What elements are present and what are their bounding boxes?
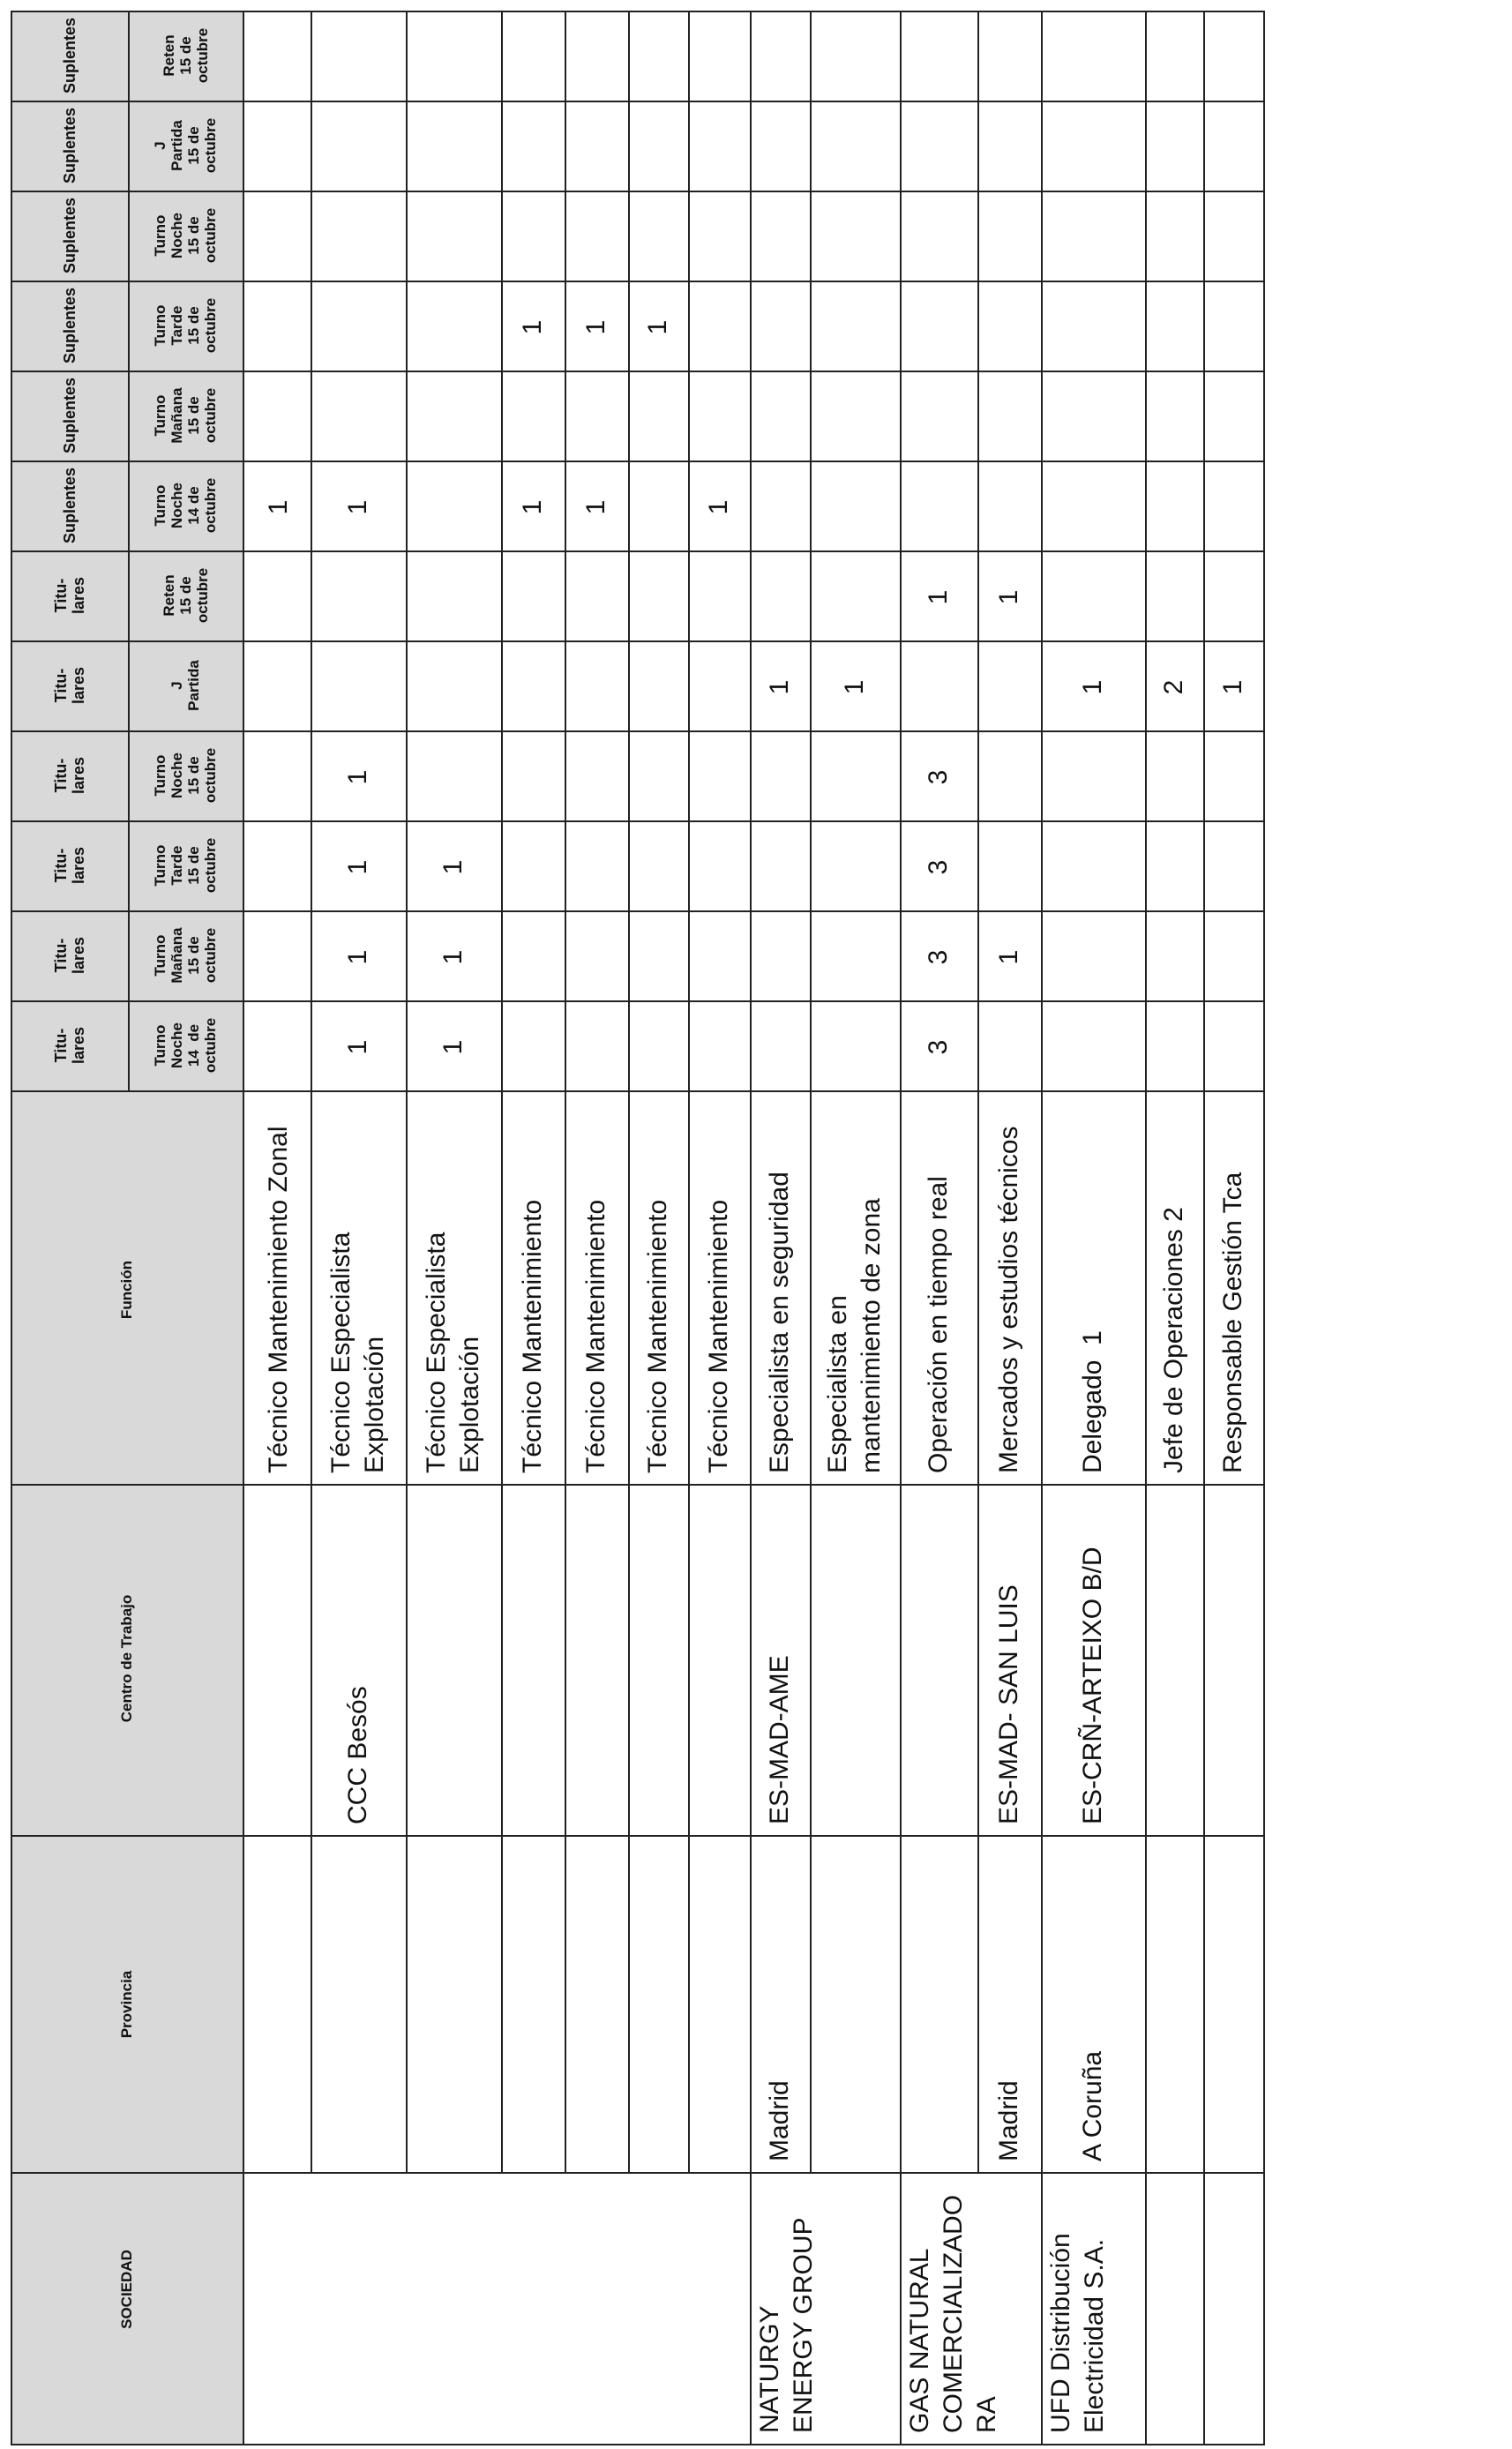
centro-cell: CCC Besós	[343, 1686, 372, 1824]
value-cell: 1	[643, 319, 672, 335]
value-cell: 1	[438, 949, 468, 965]
value-cell: 1	[994, 589, 1023, 605]
funcion-cell: Especialista en mantenimiento de zona	[823, 1198, 886, 1473]
sociedad-cell: UFD Distribución Electricidad S.A.	[1046, 2233, 1109, 2433]
value-cell: 1	[581, 319, 610, 335]
header-category-4: Titu- lares	[51, 756, 87, 795]
header-category-2: Titu- lares	[51, 936, 87, 975]
funcion-cell: Técnico Mantenimiento	[581, 1199, 610, 1473]
header-category-1: Titu- lares	[51, 1026, 87, 1065]
funcion-cell: Operación en tiempo real	[924, 1176, 953, 1473]
header-shift-8: Turno Mañana 15 de octubre	[152, 387, 219, 444]
header-shift-11: J Partida 15 de octubre	[152, 117, 219, 174]
header-shift-5: J Partida	[168, 660, 202, 711]
value-cell: 3	[924, 859, 953, 875]
value-cell: 3	[924, 949, 953, 965]
value-cell: 1	[704, 499, 733, 515]
header-centro: Centro de Trabajo	[118, 1594, 135, 1723]
header-category-3: Titu- lares	[51, 846, 87, 885]
funcion-cell: Técnico Mantenimiento Zonal	[264, 1126, 293, 1473]
value-cell: 1	[343, 949, 372, 965]
funcion-cell: Técnico Mantenimiento	[704, 1199, 733, 1473]
provincia-cell: Madrid	[994, 2080, 1023, 2161]
value-cell: 1	[994, 949, 1023, 965]
funcion-cell: Técnico Especialista Explotación	[326, 1232, 389, 1473]
value-cell: 3	[924, 769, 953, 785]
value-cell: 3	[924, 1039, 953, 1055]
centro-cell: ES-CRÑ-ARTEIXO B/D	[1078, 1547, 1107, 1824]
funcion-cell: Jefe de Operaciones 2	[1159, 1207, 1188, 1473]
provincia-cell: Madrid	[765, 2080, 794, 2161]
funcion-cell: Técnico Especialista Explotación	[422, 1232, 484, 1473]
value-cell: 1	[343, 499, 372, 515]
value-cell: 1	[840, 679, 869, 695]
header-category-10: Suplentes	[60, 197, 79, 274]
header-shift-1: Turno Noche 14 de octubre	[152, 1017, 219, 1074]
funcion-cell: Especialista en seguridad	[765, 1172, 794, 1473]
header-sociedad: SOCIEDAD	[118, 2250, 135, 2329]
centro-cell: ES-MAD- SAN LUIS	[994, 1584, 1023, 1824]
funcion-cell: Responsable Gestión Tca	[1218, 1172, 1247, 1473]
value-cell: 1	[518, 319, 547, 335]
header-funcion: Función	[118, 1260, 135, 1320]
header-provincia: Provincia	[118, 1970, 135, 2039]
header-shift-2: Turno Mañana 15 de octubre	[152, 927, 219, 984]
funcion-cell: Mercados y estudios técnicos	[994, 1126, 1023, 1473]
value-cell: 1	[343, 1039, 372, 1055]
sociedad-cell: NATURGY ENERGY GROUP	[755, 2217, 818, 2433]
header-shift-9: Turno Tarde 15 de octubre	[152, 297, 219, 354]
value-cell: 1	[343, 769, 372, 785]
header-category-7: Suplentes	[60, 467, 79, 544]
header-category-12: Suplentes	[60, 17, 79, 94]
value-cell: 1	[438, 1039, 468, 1055]
centro-cell: ES-MAD-AME	[765, 1655, 794, 1824]
funcion-cell: Delegado 1	[1078, 1330, 1107, 1473]
funcion-cell: Técnico Mantenimiento	[643, 1199, 672, 1473]
value-cell: 1	[343, 859, 372, 875]
value-cell: 1	[264, 499, 293, 515]
sociedad-cell: GAS NATURAL COMERCIALIZADO RA	[905, 2194, 1001, 2433]
provincia-cell: A Coruña	[1078, 2050, 1107, 2161]
header-category-6: Titu- lares	[51, 576, 87, 615]
value-cell: 1	[1218, 679, 1247, 695]
header-shift-4: Turno Noche 15 de octubre	[152, 747, 219, 804]
header-shift-3: Turno Tarde 15 de octubre	[152, 837, 219, 894]
header-shift-7: Turno Noche 14 de octubre	[152, 477, 219, 534]
value-cell: 1	[1078, 679, 1107, 695]
value-cell: 1	[765, 679, 794, 695]
value-cell: 1	[518, 499, 547, 515]
header-category-11: Suplentes	[60, 107, 79, 184]
funcion-cell: Técnico Mantenimiento	[518, 1199, 547, 1473]
header-shift-12: Reten 15 de octubre	[160, 27, 211, 84]
header-category-5: Titu- lares	[51, 666, 87, 705]
header-shift-6: Reten 15 de octubre	[160, 567, 211, 624]
header-category-8: Suplentes	[60, 377, 79, 454]
value-cell: 1	[924, 589, 953, 605]
value-cell: 2	[1159, 679, 1188, 695]
value-cell: 1	[581, 499, 610, 515]
value-cell: 1	[438, 859, 468, 875]
header-shift-10: Turno Noche 15 de octubre	[152, 207, 219, 264]
header-category-9: Suplentes	[60, 287, 79, 364]
